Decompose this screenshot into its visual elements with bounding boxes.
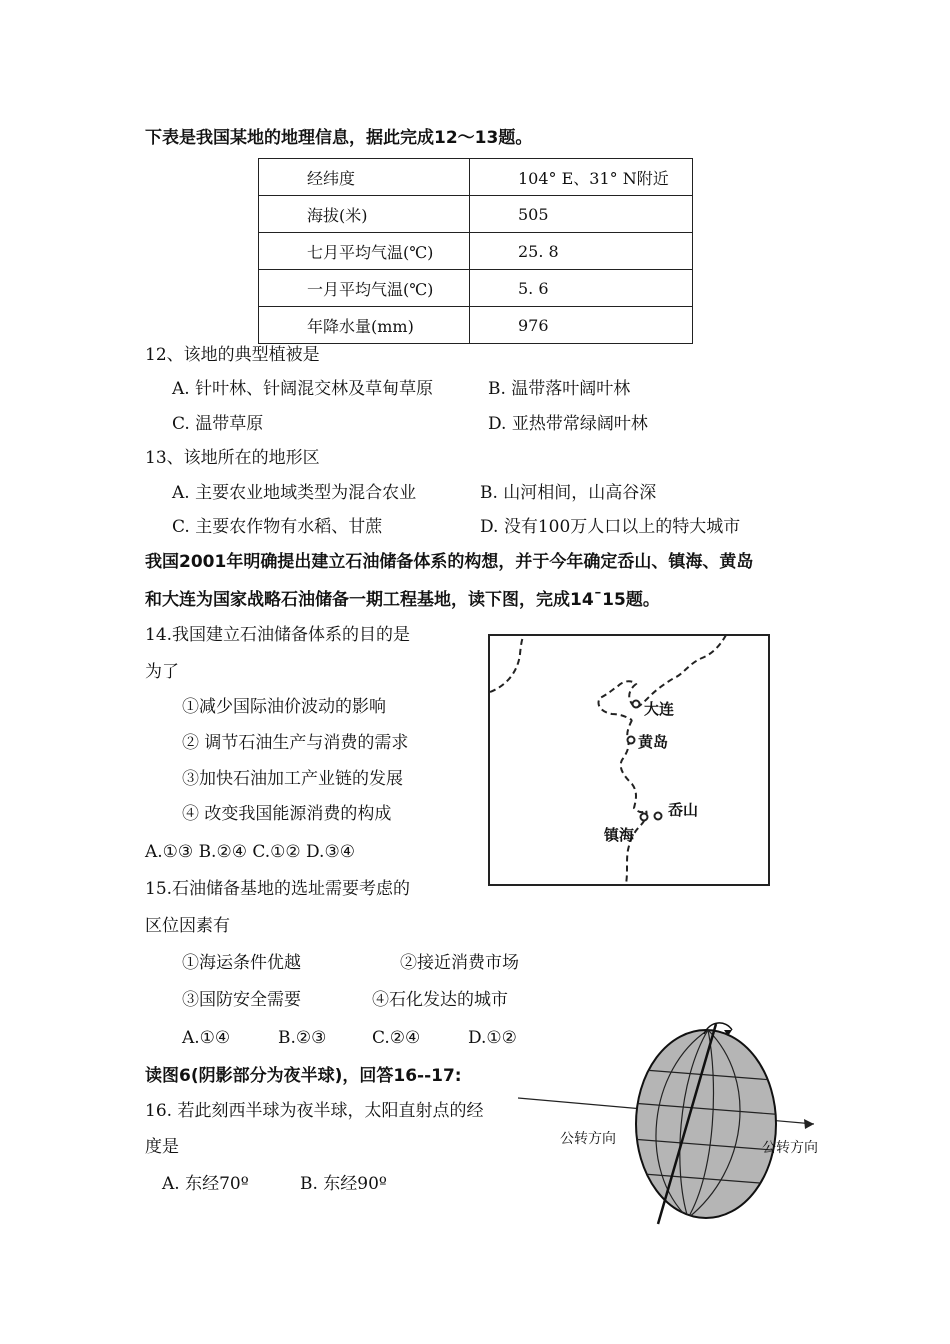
oil-base-map [488,634,770,886]
q15-option-c: C.②④ [372,1028,421,1048]
map-label-zhenhai: 镇海 [604,826,635,844]
q15-stem-line1: 15.石油储备基地的选址需要考虑的 [145,879,411,899]
globe-label-left: 公转方向 [560,1131,616,1147]
q16-stem-line2: 度是 [145,1137,179,1157]
table-row [259,233,693,270]
q15-stem-line2: 区位因素有 [145,916,230,936]
q12-option-d: D. 亚热带常绿阔叶林 [488,414,648,434]
globe-label-right: 公转方向 [762,1140,818,1156]
q16-option-b: B. 东经90º [300,1174,387,1194]
intro-16-17: 读图6(阴影部分为夜半球)，回答16--17: [145,1066,462,1086]
table-row [259,307,693,344]
table-row [259,159,693,196]
globe-graphic [518,1020,828,1230]
table-cell-value: 976 [470,307,693,344]
table-cell-value: 5. 6 [470,270,693,307]
globe-figure [518,1020,828,1230]
q14-statement-1: ①减少国际油价波动的影响 [182,697,386,717]
table-cell-value: 505 [470,196,693,233]
q13-stem: 13、该地所在的地形区 [145,448,320,468]
q13-option-d: D. 没有100万人口以上的特大城市 [480,517,741,537]
q15-option-a: A.①④ [182,1028,231,1048]
intro-14-15-line2: 和大连为国家战略石油储备一期工程基地，读下图，完成14¯15题。 [145,590,660,610]
geo-info-table [258,158,693,344]
map-label-huangdao: 黄岛 [638,733,669,751]
q12-option-a: A. 针叶林、针阔混交林及草甸草原 [172,379,434,399]
q14-stem-line2: 为了 [145,662,179,682]
q13-option-b: B. 山河相间，山高谷深 [480,483,657,503]
q12-option-c: C. 温带草原 [172,414,264,434]
q12-stem: 12、该地的典型植被是 [145,345,320,365]
q13-option-c: C. 主要农作物有水稻、甘蔗 [172,517,383,537]
q14-choices: A.①③ B.②④ C.①② D.③④ [145,842,355,862]
q14-statement-2: ② 调节石油生产与消费的需求 [182,733,409,753]
table-cell-label: 年降水量(mm) [259,307,470,344]
table-cell-value: 25. 8 [470,233,693,270]
intro-14-15-line1: 我国2001年明确提出建立石油储备体系的构想，并于今年确定岙山、镇海、黄岛 [145,552,754,572]
q15-statement-1: ①海运条件优越 [182,953,301,973]
q14-stem-line1: 14.我国建立石油储备体系的目的是 [145,625,411,645]
intro-12-13: 下表是我国某地的地理信息，据此完成12～13题。 [145,128,533,148]
table-cell-label: 经纬度 [259,159,470,196]
q12-option-b: B. 温带落叶阔叶林 [488,379,631,399]
table-row [259,196,693,233]
table-row [259,270,693,307]
q15-option-d: D.①② [468,1028,517,1048]
map-label-aoshan: 岙山 [668,801,699,819]
q14-statement-3: ③加快石油加工产业链的发展 [182,769,403,789]
q16-option-a: A. 东经70º [162,1174,249,1194]
table-cell-value: 104° E、31° N附近 [470,159,693,196]
q14-statement-4: ④ 改变我国能源消费的构成 [182,804,392,824]
q15-option-b: B.②③ [278,1028,327,1048]
table-cell-label: 一月平均气温(℃) [259,270,470,307]
q13-option-a: A. 主要农业地域类型为混合农业 [172,483,417,503]
table-cell-label: 海拔(米) [259,196,470,233]
q15-statement-3: ③国防安全需要 [182,990,301,1010]
table-cell-label: 七月平均气温(℃) [259,233,470,270]
q15-statement-4: ④石化发达的城市 [372,990,508,1010]
q15-statement-2: ②接近消费市场 [400,953,519,973]
coastline-map-graphic [488,634,770,886]
q16-stem-line1: 16. 若此刻西半球为夜半球，太阳直射点的经 [145,1101,484,1121]
map-label-dalian: 大连 [644,700,675,718]
